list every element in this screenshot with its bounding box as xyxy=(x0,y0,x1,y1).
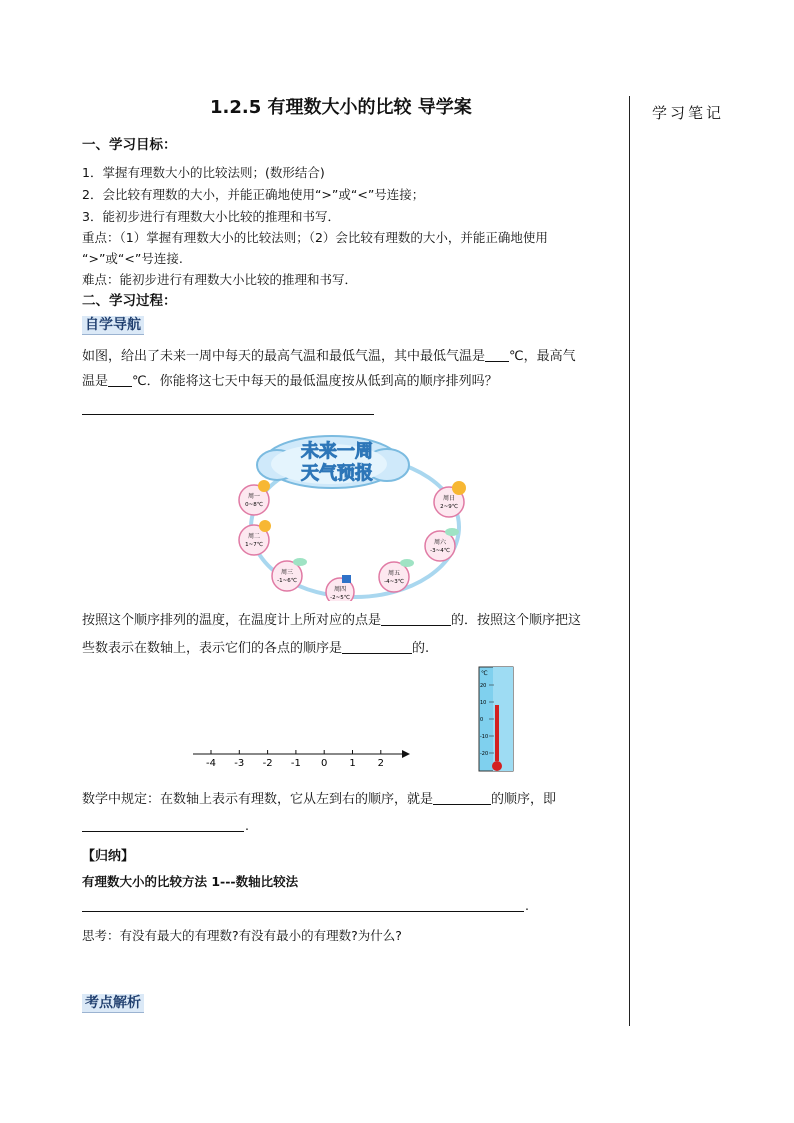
key-points-line2: “>”或“<”号连接. xyxy=(82,251,183,266)
svg-text:-2~5℃: -2~5℃ xyxy=(330,595,350,601)
thermo-scale-label: 0 xyxy=(480,717,484,723)
number-line-label: -2 xyxy=(262,758,273,769)
q2-text-b: 的．按照这个顺序把这 xyxy=(451,613,582,628)
q1-text-d: ℃．你能将这七天中每天的最低温度按从低到高的顺序排列吗？ xyxy=(132,374,498,389)
day-bubble-thu xyxy=(326,575,354,601)
day-bubble-tue xyxy=(239,520,271,555)
think-text: 思考：有没有最大的有理数?有没有最小的有理数?为什么? xyxy=(82,928,402,943)
self-study-tag: 自学导航 xyxy=(82,316,144,335)
goal-3: 3．能初步进行有理数大小比较的推理和书写． xyxy=(82,209,340,224)
svg-text:周一: 周一 xyxy=(247,493,261,500)
notes-divider xyxy=(629,96,630,1026)
difficulty-line: 难点：能初步进行有理数大小比较的推理和书写． xyxy=(82,272,358,287)
svg-text:0~8℃: 0~8℃ xyxy=(245,502,263,508)
q2-text-c: 些数表示在数轴上，表示它们的各点的顺序是 xyxy=(82,641,343,656)
thermo-scale-label: 20 xyxy=(480,683,487,689)
number-line-label: -1 xyxy=(290,758,301,769)
thermo-scale-label: -10 xyxy=(480,734,489,740)
section1-heading: 一、学习目标： xyxy=(82,137,177,153)
q1-text-c: 温是 xyxy=(82,374,109,389)
day-bubble-mon xyxy=(239,480,270,515)
goal-2: 2．会比较有理数的大小，并能正确地使用“>”或“<”号连接； xyxy=(82,187,425,202)
q1-text-b: ℃，最高气 xyxy=(509,349,576,364)
page-title: 1.2.5 有理数大小的比较 导学案 xyxy=(210,97,472,118)
question1-line1 xyxy=(82,350,576,363)
thermo-scale-label: -20 xyxy=(480,751,489,757)
svg-text:1~7℃: 1~7℃ xyxy=(245,542,263,548)
answer-line-method[interactable] xyxy=(82,911,524,912)
svg-text:-4~3℃: -4~3℃ xyxy=(384,579,404,585)
svg-text:周二: 周二 xyxy=(247,533,261,540)
question2-line1 xyxy=(82,614,581,627)
blank-rule-order[interactable] xyxy=(433,793,491,805)
cloud-banner xyxy=(257,436,409,488)
answer-line-order[interactable] xyxy=(82,414,374,415)
banner-line2: 天气预报 xyxy=(301,463,373,484)
summary-tag: 【归纳】 xyxy=(82,849,135,864)
section2-heading: 二、学习过程： xyxy=(82,293,177,309)
svg-text:周六: 周六 xyxy=(433,539,447,546)
question1-line2 xyxy=(82,375,498,388)
rule-text-a: 数学中规定：在数轴上表示有理数，它从左到右的顺序，就是 xyxy=(82,792,434,807)
number-line-label: 2 xyxy=(377,758,384,769)
side-note-label: 学习笔记 xyxy=(652,104,725,122)
blank-max-temp[interactable] xyxy=(108,375,132,387)
think-question xyxy=(82,930,402,943)
blank-min-temp[interactable] xyxy=(485,350,509,362)
thermometer-image xyxy=(477,665,519,777)
banner-line1: 未来一周 xyxy=(301,441,373,462)
goal-1: 1．掌握有理数大小的比较法则；(数形结合) xyxy=(82,165,325,180)
mercury-column xyxy=(495,705,499,761)
number-line-label: 0 xyxy=(321,758,328,769)
method-heading: 有理数大小的比较方法 1---数轴比较法 xyxy=(82,874,299,889)
number-line-label: -4 xyxy=(206,758,216,769)
question2-line2 xyxy=(82,642,429,655)
thermo-unit: ℃ xyxy=(481,670,488,677)
svg-text:-3~4℃: -3~4℃ xyxy=(430,548,450,554)
key-points-line1: 重点：（1）掌握有理数大小的比较法则；（2）会比较有理数的大小，并能正确地使用 xyxy=(82,230,548,245)
blank-axis-order[interactable] xyxy=(342,642,412,654)
rule-text-b: 的顺序，即 xyxy=(491,792,557,807)
thermo-bulb xyxy=(492,761,502,771)
number-line-label: 1 xyxy=(349,758,356,769)
method-period: . xyxy=(525,898,529,913)
answer-line-rule[interactable] xyxy=(82,831,244,832)
number-line-label: -3 xyxy=(234,758,245,769)
blank-thermo-order[interactable] xyxy=(381,614,451,626)
arrow-right-icon xyxy=(402,750,410,758)
svg-text:-1~6℃: -1~6℃ xyxy=(277,578,297,584)
rule-period: . xyxy=(245,818,249,833)
svg-text:周四: 周四 xyxy=(333,586,347,593)
rule-line1 xyxy=(82,793,556,806)
number-line xyxy=(190,736,412,776)
q1-text-a: 如图，给出了未来一周中每天的最高气温和最低气温，其中最低气温是 xyxy=(82,349,486,364)
exam-analysis-tag: 考点解析 xyxy=(82,994,144,1013)
svg-text:周五: 周五 xyxy=(387,570,401,577)
q2-text-d: 的. xyxy=(412,641,430,656)
day-bubble-sat xyxy=(425,528,459,561)
weather-forecast-image xyxy=(237,429,472,601)
svg-text:2~9℃: 2~9℃ xyxy=(440,504,458,510)
svg-text:周三: 周三 xyxy=(280,569,294,576)
q2-text-a: 按照这个顺序排列的温度，在温度计上所对应的点是 xyxy=(82,613,382,628)
thermo-scale-label: 10 xyxy=(480,700,487,706)
svg-text:周日: 周日 xyxy=(442,495,456,502)
